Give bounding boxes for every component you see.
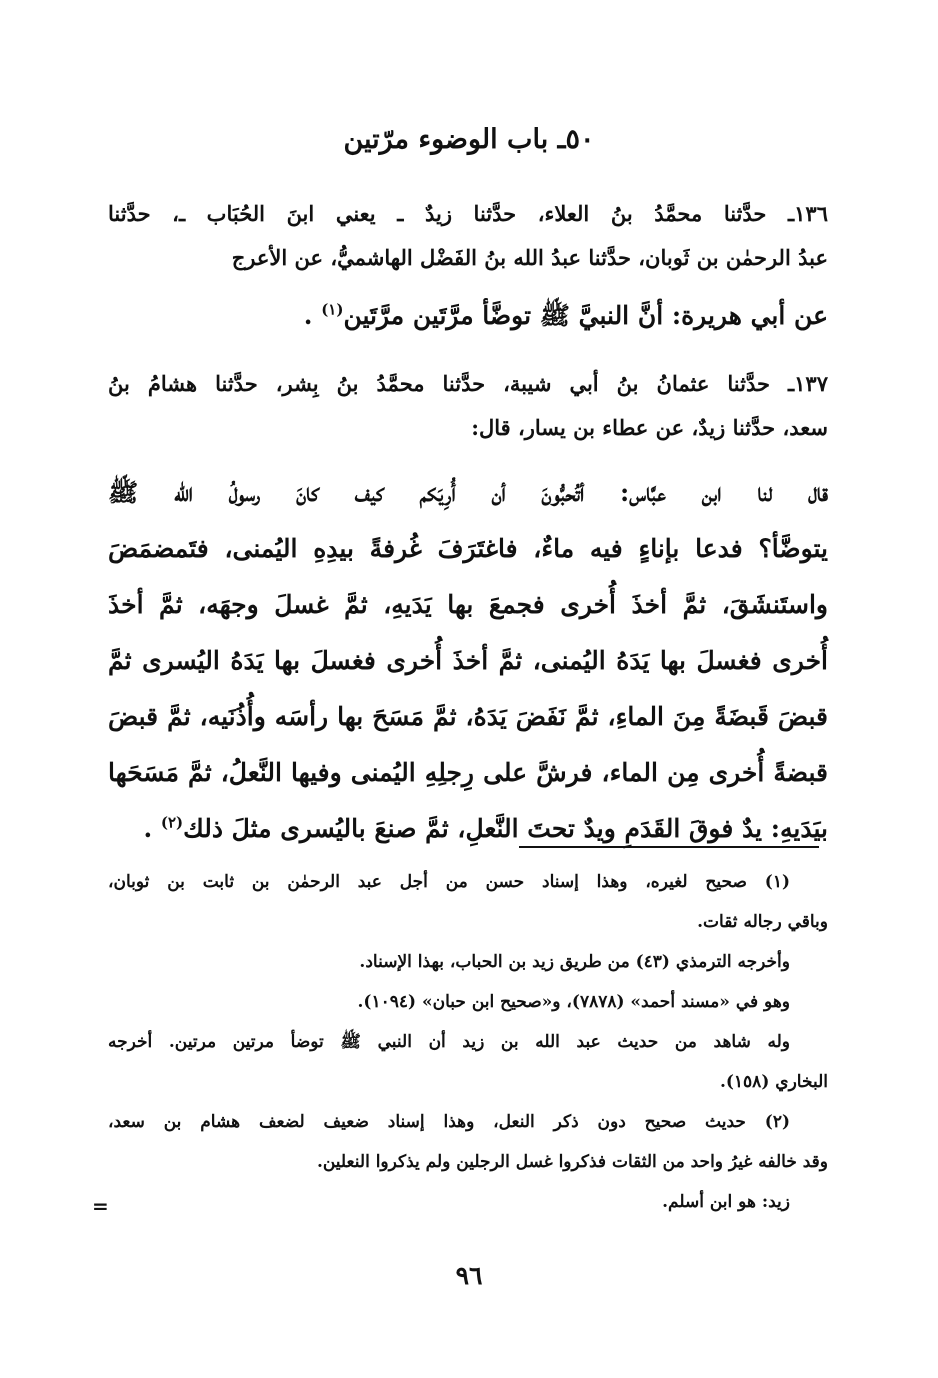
hadith-137-matn-line-7 <box>108 801 828 857</box>
footnote-1-line-2: وباقي رجاله ثقات. <box>697 912 828 932</box>
hadith-137-matn-line-1: قال لنا ابن عبَّاس: أتُحبُّونَ أن أُرِيَكم كيف كانَ رسولُ الله ﷺ <box>108 478 828 507</box>
hadith-137-isnad-line-1: ١٣٧ـ حدَّثنا عثمانُ بنُ أبي شيبة، حدَّثنا محمَّدُ بنُ بِشر، حدَّثنا هشامُ بنُ <box>108 371 828 396</box>
footnote-1-line-5: وله شاهد من حديث عبد الله بن زيد أن النبي ﷺ توضأ مرتين مرتين. أخرجه <box>108 1032 790 1052</box>
footnote-2-line-1: (٢) حديث صحيح دون ذكر النعل، وهذا إسناد ضعيف لضعف هشام بن سعد، <box>108 1112 790 1132</box>
footnotes <box>108 862 828 1222</box>
page-number: ٩٦ <box>455 1261 483 1290</box>
hadith-137-end-period: . <box>143 814 153 843</box>
footnote-2-line-3: زيد: هو ابن أسلم. <box>662 1192 790 1212</box>
hadith-137-matn-line-6: قبضةً أُخرى مِن الماء، فرشَّ على رِجلِهِ اليُمنى وفيها النَّعلُ، ثمَّ مَسَحَها <box>108 758 828 787</box>
hadith-136-end-period: . <box>303 301 313 330</box>
hadith-136-matn <box>108 288 828 344</box>
hadith-137-matn-line-5: قبضَ قَبضَةً مِنَ الماءِ، ثمَّ نَفَضَ يَدَهُ، ثمَّ مَسَحَ بها رأسَه وأُذُنَيه، ثمَّ قبضَ <box>108 702 828 731</box>
footnote-separator <box>519 846 819 848</box>
hadith-137-matn-line-2: يتوضَّأ؟ فدعا بإناءٍ فيه ماءٌ، فاغتَرَفَ غُرفةً بيدِهِ اليُمنى، فتَمضمَضَ <box>108 534 828 563</box>
hadith-136-line-1: ١٣٦ـ حدَّثنا محمَّدُ بنُ العلاء، حدَّثنا زيدٌ ـ يعني ابنَ الحُبَاب ـ، حدَّثنا <box>108 201 828 226</box>
hadith-136-matn-text: عن أبي هريرة: أنَّ النبيَّ ﷺ توضَّأ مرَّتَين مرَّتَين <box>343 301 828 330</box>
hadith-137-matn <box>108 465 828 857</box>
footnote-1-line-3: وأخرجه الترمذي (٤٣) من طريق زيد بن الحباب، بهذا الإسناد. <box>359 952 790 972</box>
hadith-136-line-2: عبدُ الرحمٰن بن ثَوبان، حدَّثنا عبدُ الله بنُ الفَضْل الهاشميُّ، عن الأعرج <box>231 245 828 270</box>
footnote-1-line-6: البخاري (١٥٨). <box>719 1072 828 1092</box>
hadith-136-matn-line <box>108 288 828 344</box>
hadith-137-matn-line-4: أُخرى فغسلَ بها يَدَهُ اليُمنى، ثمَّ أخذَ أُخرى فغسلَ بها يَدَهُ اليُسرى ثمَّ <box>108 646 828 675</box>
footnote-1-line-4: وهو في «مسند أحمد» (٧٨٧٨)، و«صحيح ابن حبان» (١٠٩٤). <box>357 992 790 1012</box>
hadith-137-matn-line-7-text: بيَدَيهِ: يدٌ فوقَ القَدَمِ ويدٌ تحتَ النَّعلِ، ثمَّ صنعَ باليُسرى مثلَ ذلك <box>183 814 828 843</box>
footnote-1-line-1: (١) صحيح لغيره، وهذا إسناد حسن من أجل عبد الرحمٰن بن ثابت بن ثوبان، <box>108 872 790 892</box>
footnote-2-line-2: وقد خالفه غيرُ واحد من الثقات فذكروا غسل الرجلين ولم يذكروا النعلين. <box>316 1152 828 1172</box>
continuation-mark: = <box>92 1194 109 1218</box>
footnote-ref-2: (٢) <box>160 813 184 832</box>
hadith-136 <box>108 192 828 280</box>
footnote-ref-1: (١) <box>321 300 344 319</box>
hadith-137-isnad <box>108 362 828 450</box>
chapter-title: ٥٠ـ باب الوضوء مرّتين <box>343 124 595 155</box>
hadith-137-isnad-line-2: سعد، حدَّثنا زيدٌ، عن عطاء بن يسار، قال: <box>471 415 828 440</box>
hadith-137-matn-line-3: واستَنشَقَ، ثمَّ أخذَ أُخرى فجمعَ بها يَدَيهِ، ثمَّ غسلَ وجهَه، ثمَّ أخذَ <box>108 590 828 619</box>
